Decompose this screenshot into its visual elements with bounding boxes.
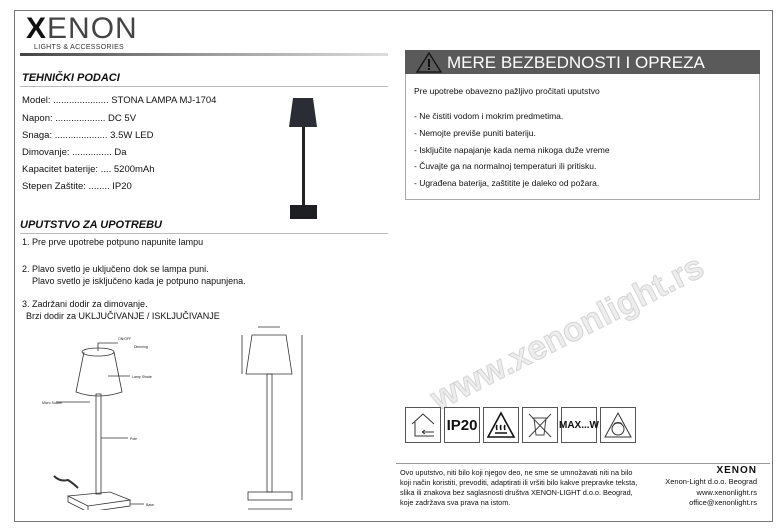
spec-battery: Kapacitet baterije: .... 5200mAh (22, 164, 155, 175)
lamp-photo (280, 95, 330, 225)
spec-dimming: Dimovanje: ............... Da (22, 147, 127, 158)
usage-step-3: 3. Zadržani dodir za dimovanje. (22, 299, 148, 309)
diagram-label-socket: Micro Socket (42, 401, 63, 405)
diagram-label-onoff: ON/OFF (118, 337, 132, 341)
diagram-label-base: Base (146, 503, 154, 507)
warning-icon (416, 52, 442, 73)
company-web[interactable]: www.xenonlight.rs (696, 487, 757, 497)
safety-title: MERE BEZBEDNOSTI I OPREZA (405, 50, 760, 74)
watermark: www.xenonlight.rs (424, 247, 710, 418)
lamp-diagram (40, 324, 340, 510)
hot-surface-icon (483, 407, 519, 443)
spec-protection: Stepen Zaštite: ........ IP20 (22, 181, 132, 192)
xenon-logo: XENON (26, 12, 138, 45)
safety-item: - Nemojte previše puniti bateriju. (414, 128, 536, 138)
safety-item: - Ugrađena baterija, zaštitite je daleko od požara. (414, 178, 600, 188)
safety-intro: Pre upotrebe obavezno pažljivo pročitati uputstvo (414, 86, 600, 96)
specs-title: TEHNIČKI PODACI (22, 72, 120, 84)
divider (20, 233, 388, 234)
copyright-notice: Ovo uputstvo, niti bilo koji njegov deo, ne sme se umnožavati niti na bilo koji način koristiti, prevoditi, adaptirati ili vršiti bilo kakve prepravke teksta, slika ili znakova bez saglasnosti društva XENON-LIGHT d.o.o. Beograd, koje zadržava sva prava na istom. (400, 468, 638, 507)
ip20-icon: IP20 (444, 407, 480, 443)
company-name: Xenon-Light d.o.o. Beograd (665, 477, 757, 486)
footer-logo: XENON (716, 465, 757, 476)
usage-title: UPUTSTVO ZA UPOTREBU (20, 219, 162, 231)
usage-step-2b: Plavo svetlo je isključeno kada je potpuno napunjena. (32, 276, 246, 286)
usage-step-1: 1. Pre prve upotrebe potpuno napunite lampu (22, 237, 204, 247)
header-divider (20, 53, 388, 56)
divider (20, 86, 388, 87)
diagram-label-pole: Pole (130, 437, 138, 441)
company-email[interactable]: office@xenonlight.rs (689, 498, 757, 507)
symbol-row (405, 407, 636, 443)
safety-item: - Isključite napajanje kada nema nikoga duže vreme (414, 145, 610, 155)
usage-step-2: 2. Plavo svetlo je uključeno dok se lampa puni. (22, 264, 209, 274)
dimmable-icon (600, 407, 636, 443)
logo-subtitle: LIGHTS & ACCESSORIES (34, 44, 125, 51)
weee-bin-icon (522, 407, 558, 443)
usage-step-3b: Brzi dodir za UKLJUČIVANJE / ISKLJUČIVANJE (26, 311, 220, 321)
spec-voltage: Napon: ................... DC 5V (22, 113, 137, 124)
spec-power: Snaga: .................... 3.5W LED (22, 130, 154, 141)
footer-divider (396, 463, 770, 464)
diagram-label-dimming: Dimming (134, 345, 148, 349)
safety-item: - Ne čistiti vodom i mokrim predmetima. (414, 111, 564, 121)
spec-model: Model: ..................... STONA LAMPA MJ-1704 (22, 95, 217, 106)
indoor-use-icon (405, 407, 441, 443)
safety-item: - Čuvajte ga na normalnoj temperaturi ili pritisku. (414, 161, 597, 171)
max-watt-icon: MAX...W (561, 407, 597, 443)
diagram-label-shade: Lamp Shade (132, 375, 152, 379)
company-info (655, 465, 757, 509)
